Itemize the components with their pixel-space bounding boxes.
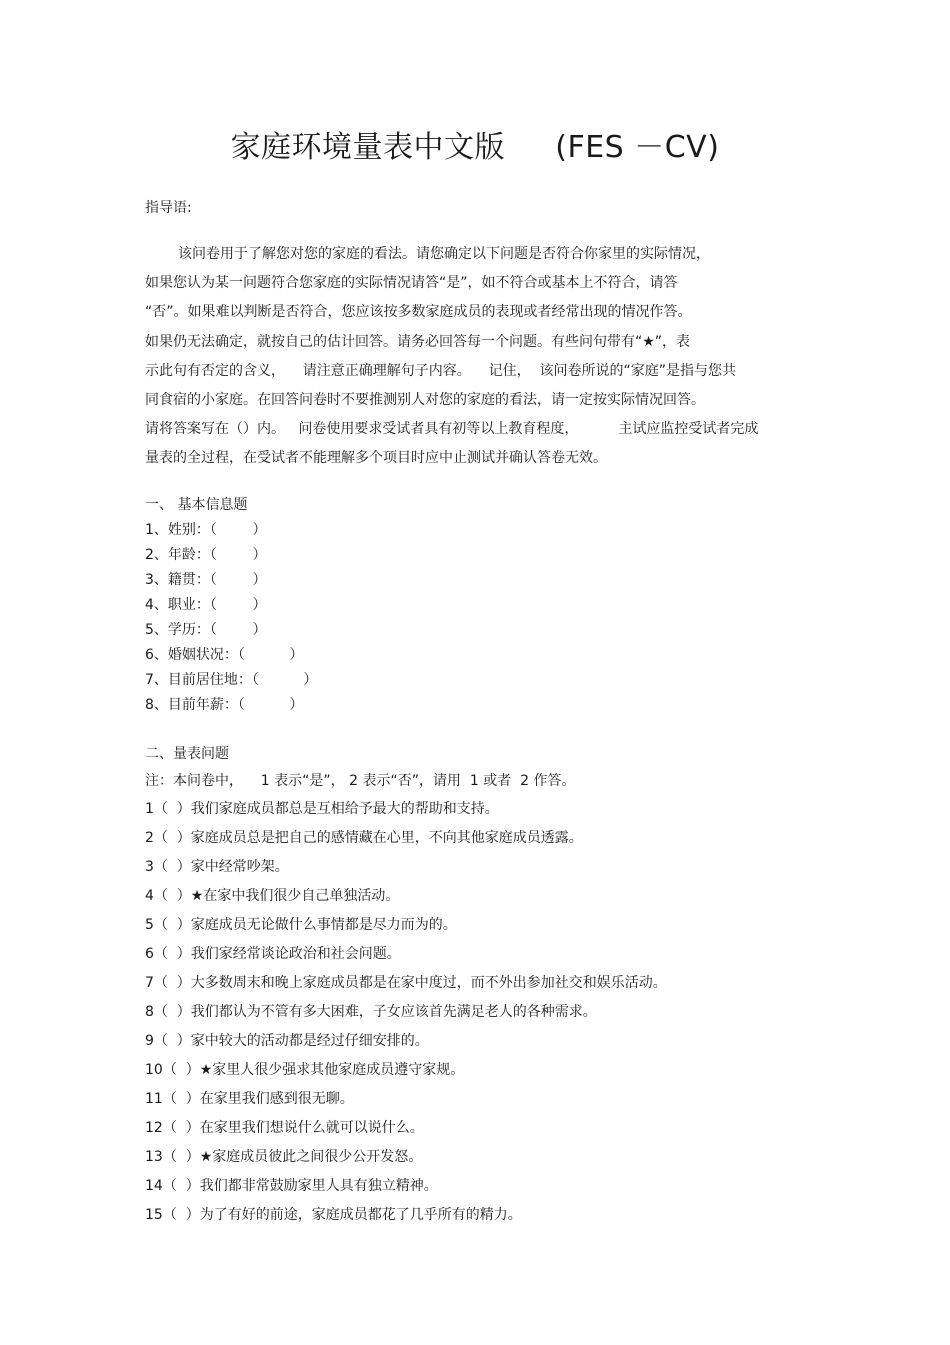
question-item: 8（ ）我们都认为不管有多大困难，子女应该首先满足老人的各种需求。	[145, 1004, 597, 1020]
info-item-gender: 1、姓别：（ ）	[145, 522, 267, 538]
scale-questions-section	[145, 742, 667, 1230]
question-item: 10（ ）★家里人很少强求其他家庭成员遵守家规。	[145, 1062, 465, 1078]
info-item-age: 2、年龄：（ ）	[145, 547, 267, 563]
intro-line: “否”。如果难以判断是否符合，您应该按多数家庭成员的表现或者经常出现的情况作答。	[145, 304, 692, 321]
question-item: 11（ ）在家里我们感到很无聊。	[145, 1091, 354, 1107]
question-item: 7（ ）大多数周末和晚上家庭成员都是在家中度过，而不外出参加社交和娱乐活动。	[145, 975, 667, 991]
question-item: 1（ ）我们家庭成员都总是互相给予最大的帮助和支持。	[145, 801, 499, 817]
question-item: 13（ ）★家庭成员彼此之间很少公开发怒。	[145, 1149, 423, 1165]
intro-line: 示此句有否定的含义， 请注意正确理解句子内容。 记住， 该问卷所说的“家庭”是指与您共	[145, 362, 737, 379]
question-item: 15（ ）为了有好的前途，家庭成员都花了几乎所有的精力。	[145, 1207, 522, 1223]
intro-line: 请将答案写在（）内。 问卷使用要求受试者具有初等以上教育程度， 主试应监控受试者完成	[145, 421, 759, 438]
section-heading: 一、 基本信息题	[145, 497, 248, 513]
question-item: 3（ ）家中经常吵架。	[145, 859, 289, 875]
info-item-marital: 6、婚姻状况：（ ）	[145, 647, 304, 663]
info-item-residence: 7、目前居住地：（ ）	[145, 672, 318, 688]
question-item: 5（ ）家庭成员无论做什么事情都是尽力而为的。	[145, 917, 457, 933]
info-item-education: 5、学历：（ ）	[145, 622, 267, 638]
question-item: 14（ ）我们都非常鼓励家里人具有独立精神。	[145, 1178, 438, 1194]
info-item-salary: 8、目前年薪：（ ）	[145, 697, 304, 713]
question-item: 9（ ）家中较大的活动都是经过仔细安排的。	[145, 1033, 429, 1049]
intro-line: 量表的全过程，在受试者不能理解多个项目时应中止测试并确认答卷无效。	[145, 450, 607, 467]
info-item-occupation: 4、职业：（ ）	[145, 597, 267, 613]
section-heading: 二、量表问题	[145, 746, 229, 762]
guide-label: 指导语:	[145, 200, 192, 216]
intro-paragraph	[145, 240, 805, 474]
page-title: 家庭环境量表中文版 (FES －CV)	[230, 130, 720, 165]
basic-info-section	[145, 493, 317, 718]
info-item-origin: 3、籍贯：（ ）	[145, 572, 267, 588]
intro-line: 该问卷用于了解您对您的家庭的看法。请您确定以下问题是否符合你家里的实际情况，	[178, 246, 710, 262]
intro-line: 同食宿的小家庭。在回答问卷时不要推测别人对您的家庭的看法，请一定按实际情况回答。	[145, 391, 705, 408]
answer-note: 注：本问卷中， 1 表示“是”， 2 表示“否”，请用 1 或者 2 作答。	[145, 773, 576, 789]
question-item: 4（ ）★在家中我们很少自己单独活动。	[145, 888, 400, 904]
intro-line: 如果您认为某一问题符合您家庭的实际情况请答“是”，如不符合或基本上不符合，请答	[145, 275, 678, 292]
question-item: 6（ ）我们家经常谈论政治和社会问题。	[145, 946, 401, 962]
question-item: 12（ ）在家里我们想说什么就可以说什么。	[145, 1120, 424, 1136]
intro-line: 如果仍无法确定，就按自己的估计回答。请务必回答每一个问题。有些问句带有“★”，表	[145, 333, 691, 350]
question-item: 2（ ）家庭成员总是把自己的感情藏在心里，不向其他家庭成员透露。	[145, 830, 583, 846]
